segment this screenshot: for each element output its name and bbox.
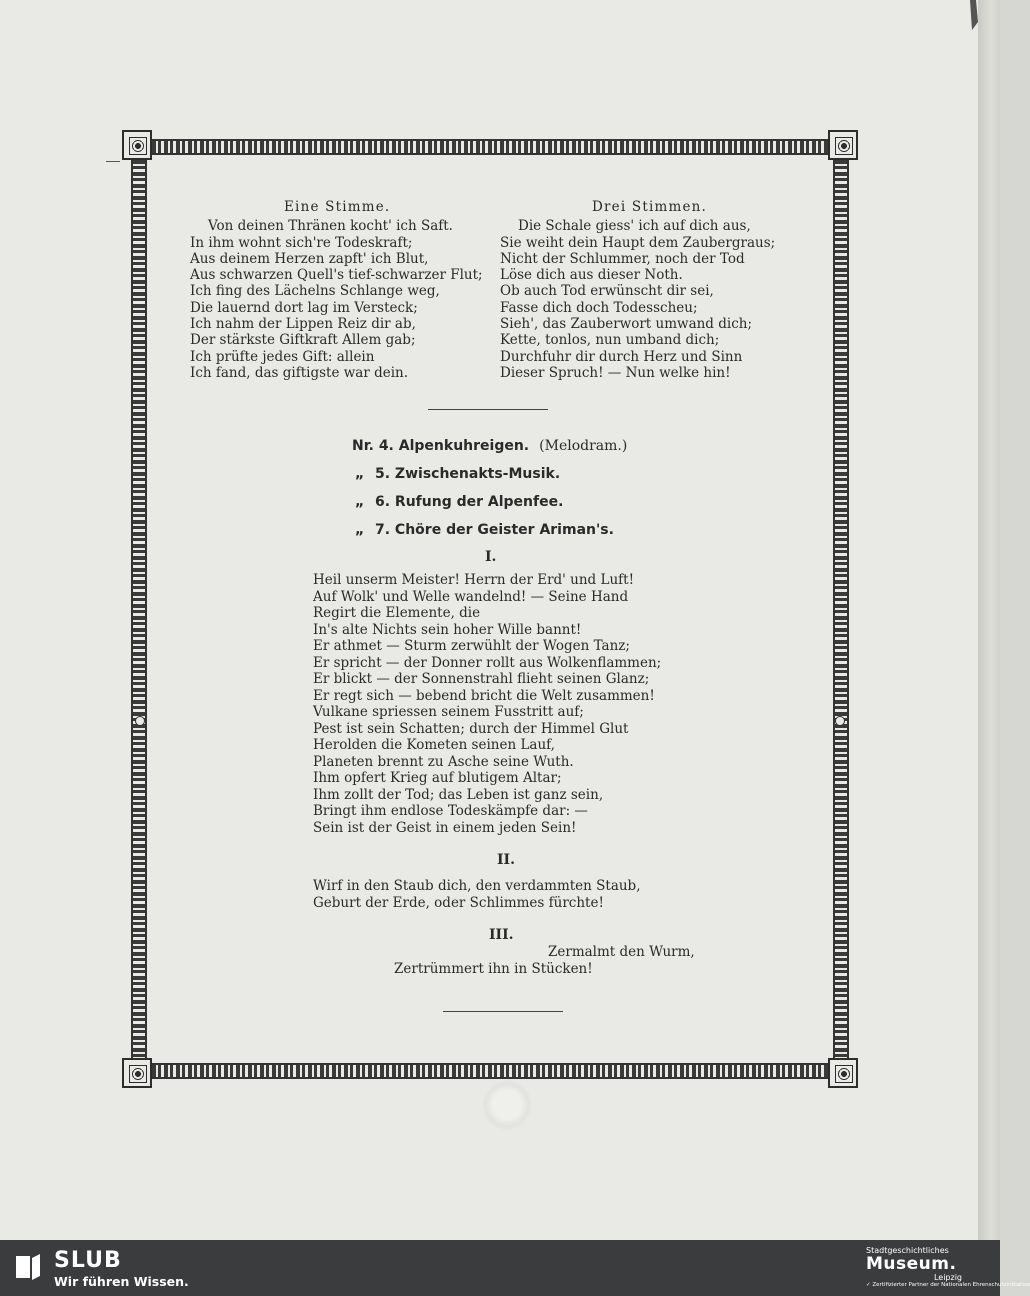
frame-border-top [152,139,828,155]
slub-logo-icon[interactable] [14,1252,42,1282]
frame-mid-ornament-icon [135,716,145,726]
number-entry [355,522,614,538]
verse-line: Ich fand, das giftigste war dein. [190,364,409,381]
number-title: 5. Zwischenakts-Musik. [375,466,561,482]
slub-name[interactable]: SLUB [54,1248,122,1273]
verse-line: Bringt ihm endlose Todeskämpfe dar: — [313,803,588,819]
embossed-seal-icon [482,1080,532,1130]
frame-corner-ornament-icon [828,130,858,160]
verse-line: Wirf in den Staub dich, den verdammten Staub, [313,878,641,894]
chorus-text [313,572,661,836]
frame-mid-ornament-icon [835,716,845,726]
museum-top-label: Stadtgeschichtliches [866,1246,949,1255]
slub-tagline: Wir führen Wissen. [54,1274,189,1289]
museum-certification: ✓ Zertifizierter Partner der Nationalen Ehrenschutzinitiative [866,1282,1030,1288]
frame-border-right [833,160,849,1058]
section-heading: II. [497,852,515,868]
number-mark: Nr. 4. [352,438,394,454]
museum-name: Museum. [866,1254,957,1274]
verse-line: Nicht der Schlummer, noch der Tod [500,250,745,267]
verse-line: Aus schwarzen Quell's tief-schwarzer Flut; [190,267,483,284]
number-title: 6. Rufung der Alpenfee. [375,494,564,510]
frame-corner-ornament-icon [828,1058,858,1088]
ditto-mark: „ [355,522,365,538]
margin-tick [106,161,120,162]
section-divider [443,1011,563,1012]
verse-line: Ob auch Tod erwünscht dir sei, [500,283,714,300]
number-subtitle: (Melodram.) [539,438,628,454]
verse-line: Pest ist sein Schatten; durch der Himmel Glut [313,720,629,737]
verse-line: Die Schale giess' ich auf dich aus, [518,218,751,235]
verse-line: Ihm opfert Krieg auf blutigem Altar; [313,770,562,786]
verse-line: Auf Wolk' und Welle wandelnd! — Seine Hand [313,588,629,605]
verse-line: Geburt der Erde, oder Schlimmes fürchte! [313,894,604,911]
left-column-heading: Eine Stimme. [284,199,391,215]
verse-line: Ich nahm der Lippen Reiz dir ab, [190,316,416,333]
verse-line: Regirt die Elemente, die [313,605,481,621]
verse-line: Vulkane spriessen seinem Fusstritt auf; [313,704,584,720]
verse-line: Planeten brennt zu Asche seine Wuth. [313,753,574,770]
verse-line: In ihm wohnt sich're Todeskraft; [190,234,413,251]
verse-line: Ich fing des Lächelns Schlange weg, [190,283,440,300]
verse-line: Ihm zollt der Tod; das Leben ist ganz sein, [313,786,604,803]
verse-line: Er spricht — der Donner rollt aus Wolkenflammen; [313,654,662,671]
section-heading: I. [485,549,497,565]
verse-line: Er regt sich — bebend bricht die Welt zusammen! [313,687,655,704]
frame-corner-ornament-icon [122,130,152,160]
chorus-text [394,944,695,977]
ditto-mark: „ [355,466,365,482]
verse-line: Zermalmt den Wurm, [548,944,695,960]
verse-line: Herolden die Kometen seinen Lauf, [313,737,555,753]
number-entry [355,466,560,482]
verse-line: Zertrümmert ihn in Stücken! [394,960,593,977]
verse-line: Von deinen Thränen kocht' ich Saft. [208,218,453,235]
verse-line: Ich prüfte jedes Gift: allein [190,348,375,365]
viewer-footer [0,1240,1030,1296]
page-edge [978,0,1000,1240]
frame-border-bottom [152,1063,828,1079]
verse-line: Kette, tonlos, nun umband dich; [500,332,720,349]
number-title: 7. Chöre der Geister Ariman's. [375,522,614,538]
museum-logo[interactable] [866,1246,1030,1294]
verse-line: Der stärkste Giftkraft Allem gab; [190,332,416,349]
number-entry [355,494,563,510]
verse-line: Löse dich aus dieser Noth. [500,267,683,284]
chorus-text [313,878,641,911]
verse-line: Sieh', das Zauberwort umwand dich; [500,316,753,333]
right-verse-column [500,199,800,381]
frame-corner-ornament-icon [122,1058,152,1088]
ditto-mark: „ [355,494,365,510]
verse-line: Heil unserm Meister! Herrn der Erd' und Luft! [313,572,634,588]
right-column-heading: Drei Stimmen. [592,199,708,215]
verse-line: Sein ist der Geist in einem jeden Sein! [313,819,577,836]
museum-city: Leipzig [933,1273,962,1282]
verse-line: Durchfuhr dir durch Herz und Sinn [500,348,743,365]
number-title: Alpenkuhreigen. [398,438,530,454]
verse-line: Dieser Spruch! — Nun welke hin! [500,364,731,381]
verse-line: Er blickt — der Sonnenstrahl flieht seinen Glanz; [313,671,650,687]
verse-line: Er athmet — Sturm zerwühlt der Wogen Tanz; [313,638,630,654]
verse-line: In's alte Nichts sein hoher Wille bannt! [313,621,582,638]
section-heading: III. [489,927,514,943]
frame-border-left [131,160,147,1058]
section-divider [428,409,548,410]
number-entry [352,438,627,454]
verse-line: Fasse dich doch Todesscheu; [500,299,698,316]
verse-line: Sie weiht dein Haupt dem Zaubergraus; [500,234,776,251]
verse-line: Die lauernd dort lag im Versteck; [190,299,418,316]
verse-line: Aus deinem Herzen zapft' ich Blut, [190,250,429,267]
left-verse-column [190,199,490,381]
